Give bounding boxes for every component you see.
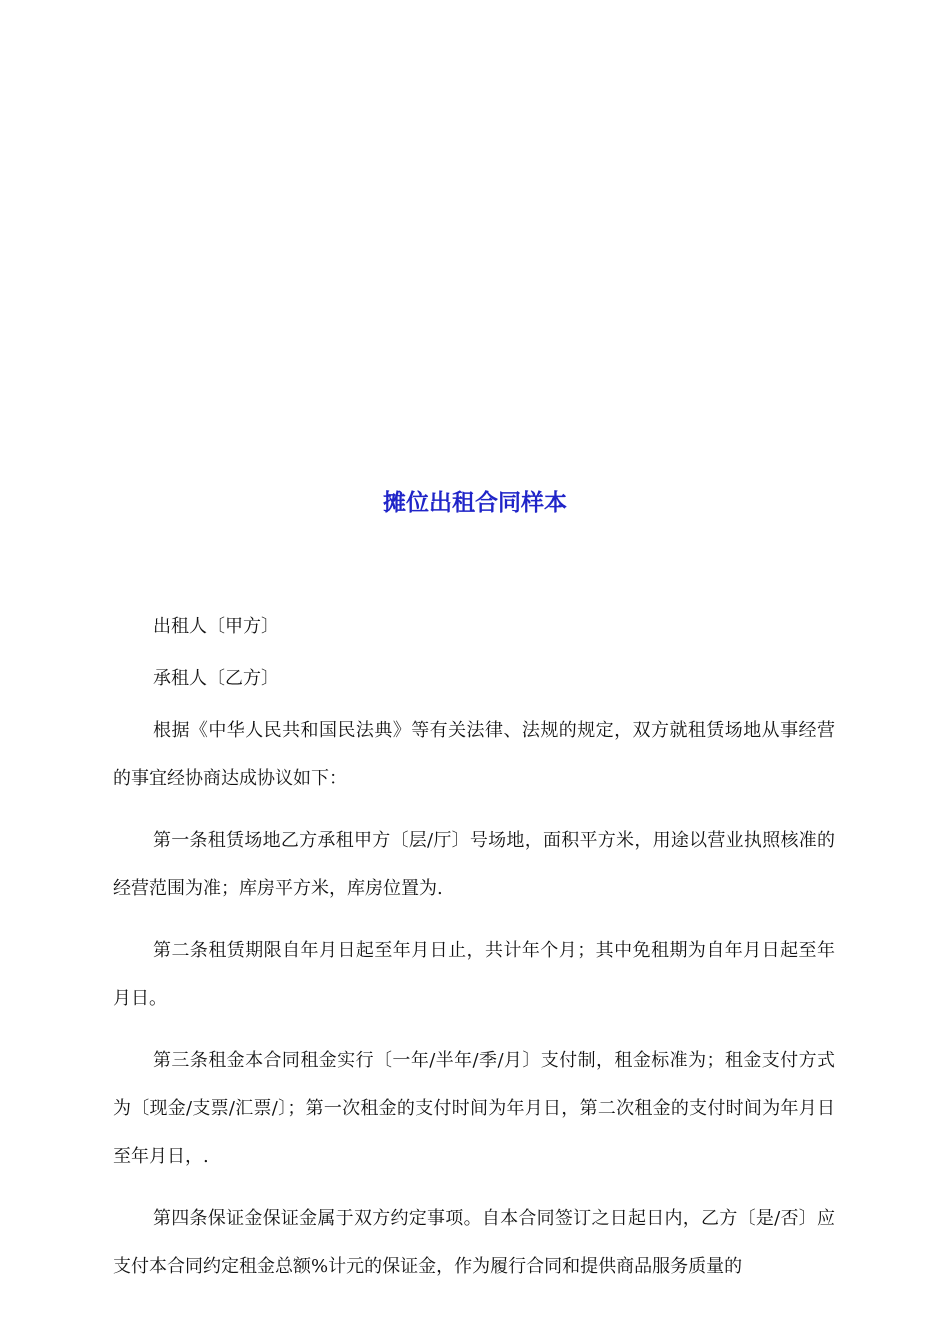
paragraph-article-2: 第二条租赁期限自年月日起至年月日止，共计年个月；其中免租期为自年月日起至年月日。 [113,940,835,1009]
document-body [113,603,835,1305]
paragraph-article-4: 第四条保证金保证金属于双方约定事项。自本合同签订之日起日内，乙方〔是/否〕应支付本合同约定租金总额%计元的保证金，作为履行合同和提供商品服务质量的 [113,1208,835,1277]
paragraph-preamble: 根据《中华人民共和国民法典》等有关法律、法规的规定，双方就租赁场地从事经营的事宜经协商达成协议如下： [113,720,835,789]
paragraph-lessor: 出租人〔甲方〕 [153,616,279,637]
paragraph-lessee: 承租人〔乙方〕 [153,668,279,689]
paragraph-article-3: 第三条租金本合同租金实行〔一年/半年/季/月〕支付制，租金标准为；租金支付方式为〔现金/支票/汇票/〕；第一次租金的支付时间为年月日，第二次租金的支付时间为年月日至年月日，. [113,1050,835,1167]
paragraph-article-1: 第一条租赁场地乙方承租甲方〔层/厅〕号场地，面积平方米，用途以营业执照核准的经营范围为准；库房平方米，库房位置为. [113,830,835,899]
document-title: 摊位出租合同样本 [383,490,567,516]
